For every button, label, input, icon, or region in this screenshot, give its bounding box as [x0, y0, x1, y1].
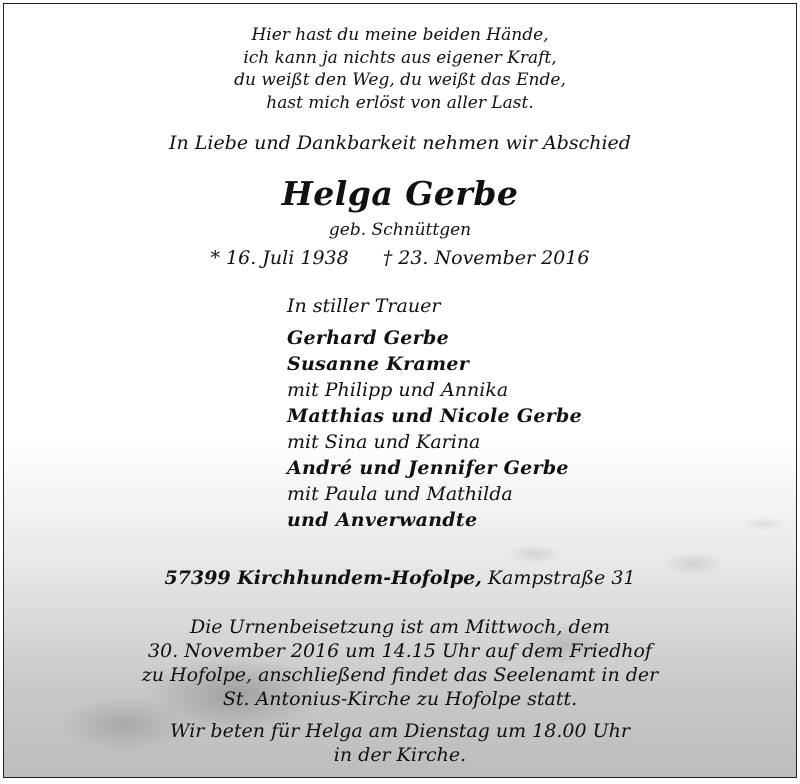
mourner-name: Matthias und Nicole Gerbe	[287, 405, 583, 427]
life-dates	[4, 247, 796, 269]
mourner-name: André und Jennifer Gerbe	[287, 457, 569, 479]
maiden-name: geb. Schnüttgen	[328, 220, 472, 240]
prayer-info	[4, 719, 796, 767]
farewell-intro: In Liebe und Dankbarkeit nehmen wir Abschied	[169, 132, 631, 154]
mourner-children: mit Paula und Mathilda	[287, 483, 513, 505]
prayer-line: in der Kirche.	[333, 744, 467, 766]
mourner-children: mit Philipp und Annika	[287, 379, 509, 401]
address-town: 57399 Kirchhundem-Hofolpe,	[164, 567, 482, 589]
prayer-line: Wir beten für Helga am Dienstag um 18.00 Uhr	[170, 720, 630, 742]
birth-date: * 16. Juli 1938	[210, 247, 349, 269]
burial-line: Die Urnenbeisetzung ist am Mittwoch, dem	[190, 616, 610, 638]
mourner-name: Gerhard Gerbe	[287, 327, 449, 349]
burial-line: St. Antonius-Kirche zu Hofolpe statt.	[222, 688, 578, 710]
poem-line: Hier hast du meine beiden Hände,	[251, 25, 549, 45]
poem-line: du weißt den Weg, du weißt das Ende,	[234, 70, 566, 90]
address-street: Kampstraße 31	[487, 567, 636, 589]
mourner-name: und Anverwandte	[287, 509, 478, 531]
mourner-name: Susanne Kramer	[287, 353, 470, 375]
poem-line: ich kann ja nichts aus eigener Kraft,	[243, 47, 557, 68]
burial-line: zu Hofolpe, anschließend findet das Seelenamt in der	[141, 664, 659, 686]
burial-line: 30. November 2016 um 14.15 Uhr auf dem Friedhof	[148, 640, 652, 662]
mourner-children: mit Sina und Karina	[287, 431, 481, 453]
mourners-heading: In stiller Trauer	[287, 295, 441, 317]
burial-info	[4, 615, 796, 711]
poem	[4, 24, 796, 114]
family-address	[4, 567, 796, 589]
mourners-list	[287, 295, 582, 533]
poem-line: hast mich erlöst von aller Last.	[266, 92, 534, 113]
deceased-name: Helga Gerbe	[281, 174, 519, 213]
obituary-notice	[3, 3, 797, 778]
death-date: † 23. November 2016	[382, 247, 590, 269]
